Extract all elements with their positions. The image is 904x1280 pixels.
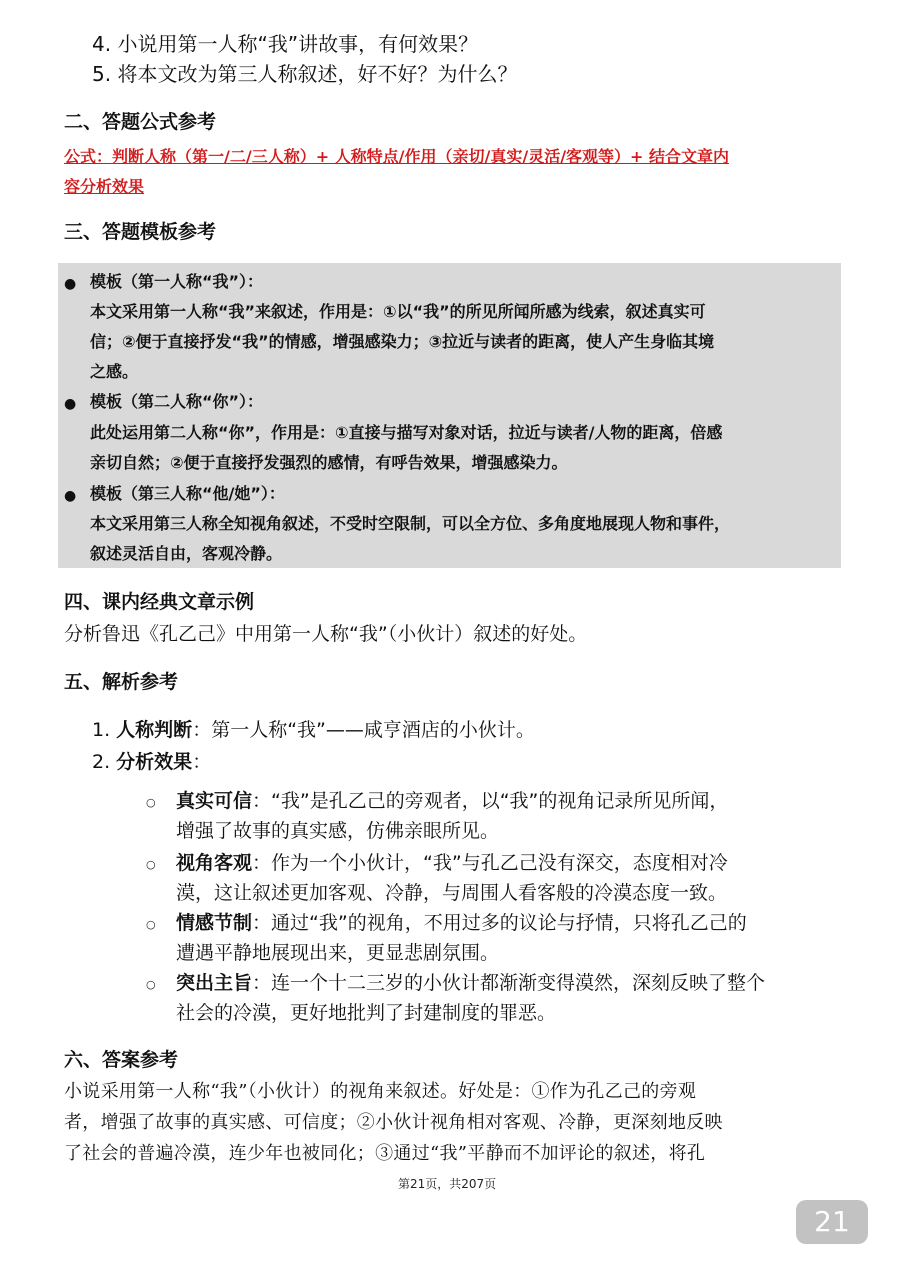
subitem-2-line2: 漠，这让叙述更加客观、冷静，与周围人看客般的冷漠态度一致。 [176,882,728,904]
bullet-icon: ● [64,276,77,292]
analysis-item-2 [92,748,211,776]
formula-line1: 公式：判断人称（第一/二/三人称）+ 人称特点/作用（亲切/真实/灵活/客观等）+ 结合文章内 [64,147,730,166]
item1-number: 1. [92,719,117,741]
answer-line2: 者，增强了故事的真实感、可信度；②小伙计视角相对客观、冷静，更深刻地反映 [64,1112,723,1133]
circle-bullet-icon: ○ [146,796,156,809]
formula-text [64,142,844,202]
template3-title: 模板（第三人称“他/她”）： [90,484,285,503]
answer-line1: 小说采用第一人称“我”（小伙计）的视角来叙述。好处是：①作为孔乙己的旁观 [64,1081,697,1102]
question-5: 5. 将本文改为第三人称叙述，好不好？为什么？ [92,62,518,86]
template3-line1: 本文采用第三人称全知视角叙述，不受时空限制，可以全方位、多角度地展现人物和事件， [90,514,731,533]
question-4: 4. 小说用第一人称“我”讲故事，有何效果？ [92,32,479,56]
subitem-1-line1 [176,786,728,816]
page-footer: 第21页，共207页 [398,1177,497,1191]
subitem-4-bold: 突出主旨 [176,972,253,994]
template2-title: 模板（第二人称“你”）： [90,392,264,411]
template-box [58,263,841,568]
item1-text: ：第一人称“我”——咸亨酒店的小伙计。 [192,719,535,741]
subitem-3-bold: 情感节制 [176,912,253,934]
subitem-1-bold: 真实可信 [176,790,253,812]
subitem-4-line1 [176,968,765,998]
bullet-icon: ● [64,488,77,504]
template2-line2: 亲切自然；②便于直接抒发强烈的感情，有呼告效果，增强感染力。 [90,453,568,472]
circle-bullet-icon: ○ [146,918,156,931]
section6-heading: 六、答案参考 [64,1049,179,1071]
section3-heading: 三、答题模板参考 [64,221,217,243]
item1-bold: 人称判断 [116,719,193,741]
subitem-2-bold: 视角客观 [176,852,253,874]
item2-number: 2. [92,751,117,773]
formula-line2: 容分析效果 [64,177,145,196]
subitem-4-line2: 社会的冷漠，更好地批判了封建制度的罪恶。 [176,1002,557,1024]
section5-heading: 五、解析参考 [64,671,179,693]
circle-bullet-icon: ○ [146,978,156,991]
template3-line2: 叙述灵活自由，客观冷静。 [90,544,283,563]
subitem-3-line1 [176,908,747,938]
answer-line3: 了社会的普遍冷漠，连少年也被同化；③通过“我”平静而不加评论的叙述，将孔 [64,1143,706,1164]
template1-line1: 本文采用第一人称“我”来叙述，作用是：①以“我”的所见所闻所感为线索，叙述真实可 [90,302,706,321]
section4-text: 分析鲁迅《孔乙己》中用第一人称“我”（小伙计）叙述的好处。 [64,623,588,645]
subitem-1-line2: 增强了故事的真实感，仿佛亲眼所见。 [176,820,500,842]
template1-line3: 之感。 [90,362,139,381]
subitem-2-line1 [176,848,728,878]
circle-bullet-icon: ○ [146,858,156,871]
bullet-icon: ● [64,396,77,412]
template2-line1: 此处运用第二人称“你”，作用是：①直接与描写对象对话，拉近与读者/人物的距离，倍感 [90,423,723,442]
subitem-3-text: ：通过“我”的视角，不用过多的议论与抒情，只将孔乙己的 [252,912,747,934]
page-number-badge: 21 [796,1200,868,1244]
section2-heading: 二、答题公式参考 [64,111,217,133]
analysis-item-1 [92,716,535,744]
section4-heading: 四、课内经典文章示例 [64,591,255,613]
item2-bold: 分析效果 [116,751,193,773]
template1-line2: 信；②便于直接抒发“我”的情感，增强感染力；③拉近与读者的距离，使人产生身临其境 [90,332,715,351]
subitem-3-line2: 遭遇平静地展现出来，更显悲剧氛围。 [176,942,500,964]
subitem-1-text: ：“我”是孔乙己的旁观者，以“我”的视角记录所见所闻， [252,790,729,812]
subitem-2-text: ：作为一个小伙计，“我”与孔乙己没有深交，态度相对冷 [252,852,728,874]
item2-text: ： [192,751,212,773]
subitem-4-text: ：连一个十二三岁的小伙计都渐渐变得漠然，深刻反映了整个 [252,972,766,994]
template1-title: 模板（第一人称“我”）： [90,272,264,291]
